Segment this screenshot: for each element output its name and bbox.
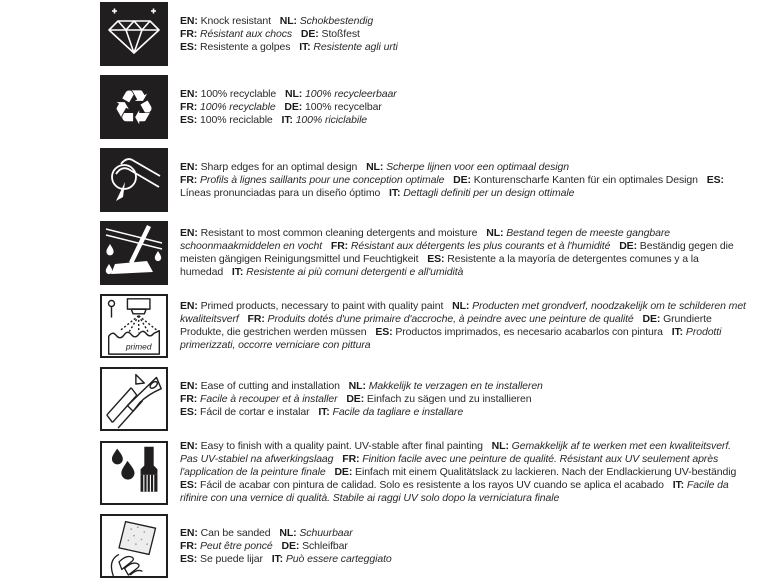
lang-segment-fr [248,313,634,325]
lang-segment-de [284,101,381,113]
lang-value: Easy to finish with a quality paint. UV-stable after final painting [197,440,483,452]
paint-brush-drops-icon [100,441,168,505]
lang-segment-nl [285,88,397,100]
lang-value: Resistente a la mayoría de detergentes comunes y a la humedad [180,253,699,278]
lang-label: FR: [180,27,198,40]
lang-segment-en [180,380,340,392]
feature-text [180,527,748,566]
lang-label: DE: [284,100,303,113]
lang-label: FR: [342,453,360,465]
lang-value: Sharp edges for an optimal design [197,160,358,173]
feature-text [180,300,748,352]
lang-label: FR: [330,240,349,252]
lang-segment-it [318,406,463,418]
feature-text [180,227,748,279]
lang-label: DE: [300,27,319,40]
lang-segment-es [180,41,290,53]
lang-value: Schleifbar [299,539,348,552]
lang-value: Dettagli definiti per un design ottimale [400,186,575,199]
lang-value: Stoßfest [318,27,360,40]
lang-label: IT: [231,266,244,278]
feature-row [100,221,748,285]
feature-row [100,514,748,578]
lang-value: Produits dotés d'une primaire d'accroche, à peindre avec une peinture de qualité [264,313,634,325]
feature-row [100,148,748,212]
lang-segment-en [180,161,357,173]
recycle-icon [100,75,168,139]
lang-value: Einfach mit einem Qualitätslack zu lackieren. Nach der Endlackierung UV-beständig [352,466,737,478]
lang-value: 100% recyclable [197,87,277,100]
lang-value: Resistente agli urti [310,40,398,53]
feature-row [100,367,748,431]
lang-value: Può essere carteggiato [283,552,392,565]
lang-segment-fr [180,174,444,186]
lang-value: Facile à recouper et à installer [197,392,338,405]
lang-label: IT: [299,40,311,53]
lang-label: ES: [180,113,198,126]
lang-segment-it [389,187,574,199]
lang-segment-fr [331,240,610,252]
lang-label: DE: [453,173,471,186]
feature-text [180,161,748,200]
lang-value: Beständig gegen die meisten gängigen Reinigungsmittel und Feuchtigkeit [180,240,734,265]
lang-label: ES: [375,326,393,338]
feature-row [100,75,748,139]
lang-value: Finition facile avec une peinture de qualité. Résistant aux UV seulement après l'application de la peinture finale [180,453,719,478]
lang-label: EN: [180,87,198,100]
lang-value: 100% recycleerbaar [302,87,397,100]
lang-label: NL: [491,440,509,452]
feature-text [180,440,748,505]
lang-label: EN: [180,440,198,452]
lang-segment-de [453,174,698,186]
saw-cutting-icon [100,367,168,431]
lang-segment-nl [280,15,373,27]
lang-label: DE: [642,313,661,325]
lang-value: Prodotti primerizzati, occorre verniciare con pittura [180,326,722,351]
sharp-edges-icon [100,148,168,212]
lang-label: NL: [279,14,297,27]
lang-value: Productos imprimados, es necesario acabarlos con pintura [392,326,663,338]
svg-text:♻: ♻ [112,80,156,136]
lang-value: Schokbestendig [296,14,374,27]
lang-segment-de [334,466,736,478]
lang-value: Knock resistant [197,14,271,27]
lang-value: Resistente a golpes [197,40,291,53]
lang-label: DE: [334,466,353,478]
lang-label: IT: [389,186,401,199]
lang-value: 100% recycelbar [302,100,382,113]
lang-value: Schuurbaar [296,526,353,539]
lang-label: DE: [346,392,365,405]
lang-value: Résistant aux détergents les plus courants et à l'humidité [348,240,611,252]
lang-label: IT: [672,479,685,491]
lang-label: EN: [180,300,198,312]
lang-label: ES: [706,173,724,186]
lang-value: Primed products, necessary to paint with quality paint [197,300,444,312]
lang-value: Resistente ai più comuni detergenti e all'umidità [243,266,464,278]
lang-value: 100% riciclabile [292,113,368,126]
lang-label: EN: [180,526,198,539]
lang-segment-es [375,326,663,338]
lang-segment-es [180,553,263,565]
lang-segment-it [272,553,392,565]
feature-text [180,15,748,54]
lang-value: Resistant to most common cleaning detergents and moisture [197,227,478,239]
lang-label: NL: [285,87,303,100]
lang-value: Gemakkelijk af te werken met een kwaliteitsverf. Pas UV-stabiel na afwerkingslaag [180,440,731,465]
lang-label: NL: [348,379,366,392]
lang-value: Se puede lijar [197,552,263,565]
lang-label: FR: [180,173,198,186]
lang-segment-en [180,15,271,27]
lang-label: IT: [318,405,330,418]
lang-label: FR: [247,313,265,325]
lang-segment-en [180,227,477,239]
lang-label: EN: [180,14,198,27]
primed-label: primed [125,341,152,352]
lang-segment-fr [180,101,276,113]
lang-segment-it [299,41,398,53]
lang-value: Scherpe lijnen voor een optimaal design [383,160,569,173]
lang-segment-en [180,527,271,539]
lang-segment-en [180,440,483,452]
lang-label: FR: [180,539,198,552]
lang-value: Grundierte Produkte, die gestrichen werden müssen [180,313,712,338]
lang-segment-de [301,28,360,40]
sanding-hand-icon [100,514,168,578]
lang-value: Fácil de acabar con pintura de calidad. Solo es resistente a los rayos UV cuando se aplica el acabado [197,479,664,491]
lang-label: ES: [180,479,198,491]
lang-label: ES: [180,552,198,565]
lang-label: FR: [180,100,198,113]
lang-label: DE: [281,539,300,552]
lang-value: Fácil de cortar e instalar [197,405,310,418]
lang-segment-fr [180,393,337,405]
lang-value: Líneas pronunciadas para un diseño óptimo [180,186,381,199]
lang-label: ES: [427,253,445,265]
lang-segment-nl [279,527,352,539]
lang-label: ES: [180,40,198,53]
feature-row [100,294,748,358]
lang-value: 100% reciclable [197,113,273,126]
lang-value: Konturenscharfe Kanten für ein optimales Design [470,173,698,186]
lang-segment-nl [366,161,569,173]
lang-value: Peut être poncé [197,539,273,552]
lang-label: EN: [180,227,198,239]
lang-label: FR: [180,392,198,405]
lang-segment-es [180,114,273,126]
lang-label: NL: [279,526,297,539]
lang-label: DE: [619,240,637,252]
lang-label: EN: [180,160,198,173]
lang-label: NL: [452,300,470,312]
lang-segment-es [180,406,309,418]
lang-value: Makkelijk te verzagen en te installeren [365,379,543,392]
lang-segment-en [180,300,443,312]
lang-value: Producten met grondverf, noodzakelijk om te schilderen met kwaliteitsverf [180,300,746,325]
lang-value: Profils à lignes saillants pour une conception optimale [197,173,445,186]
feature-row [100,440,748,505]
feature-text [180,88,748,127]
lang-label: NL: [366,160,384,173]
lang-value: Can be sanded [197,526,271,539]
lang-segment-de [346,393,531,405]
lang-label: EN: [180,379,198,392]
lang-value: 100% recyclable [197,100,276,113]
primer-spray-icon [100,294,168,358]
lang-label: IT: [281,113,293,126]
lang-label: ES: [180,405,198,418]
lang-segment-fr [180,540,273,552]
lang-value: Résistant aux chocs [197,27,293,40]
feature-row [100,2,748,66]
lang-label: NL: [486,227,504,239]
lang-segment-es [180,479,664,491]
lang-value: Facile da tagliare e installare [329,405,464,418]
lang-segment-nl [349,380,543,392]
lang-value: Ease of cutting and installation [197,379,340,392]
lang-value: Facile da rifinire con una vernice di qualità. Stabile ai raggi UV solo dopo la verniciatura finale [180,479,729,504]
lang-label: IT: [671,326,684,338]
feature-text [180,380,748,419]
lang-segment-de [281,540,347,552]
lang-value: Einfach zu sägen und zu installieren [364,392,532,405]
mop-icon [100,221,168,285]
lang-value: Bestand tegen de meeste gangbare schoonmaakmiddelen en vocht [180,227,670,252]
lang-segment-it [282,114,368,126]
lang-label: IT: [271,552,284,565]
lang-segment-it [232,266,463,278]
diamond-icon [100,2,168,66]
lang-segment-en [180,88,276,100]
lang-segment-fr [180,28,292,40]
